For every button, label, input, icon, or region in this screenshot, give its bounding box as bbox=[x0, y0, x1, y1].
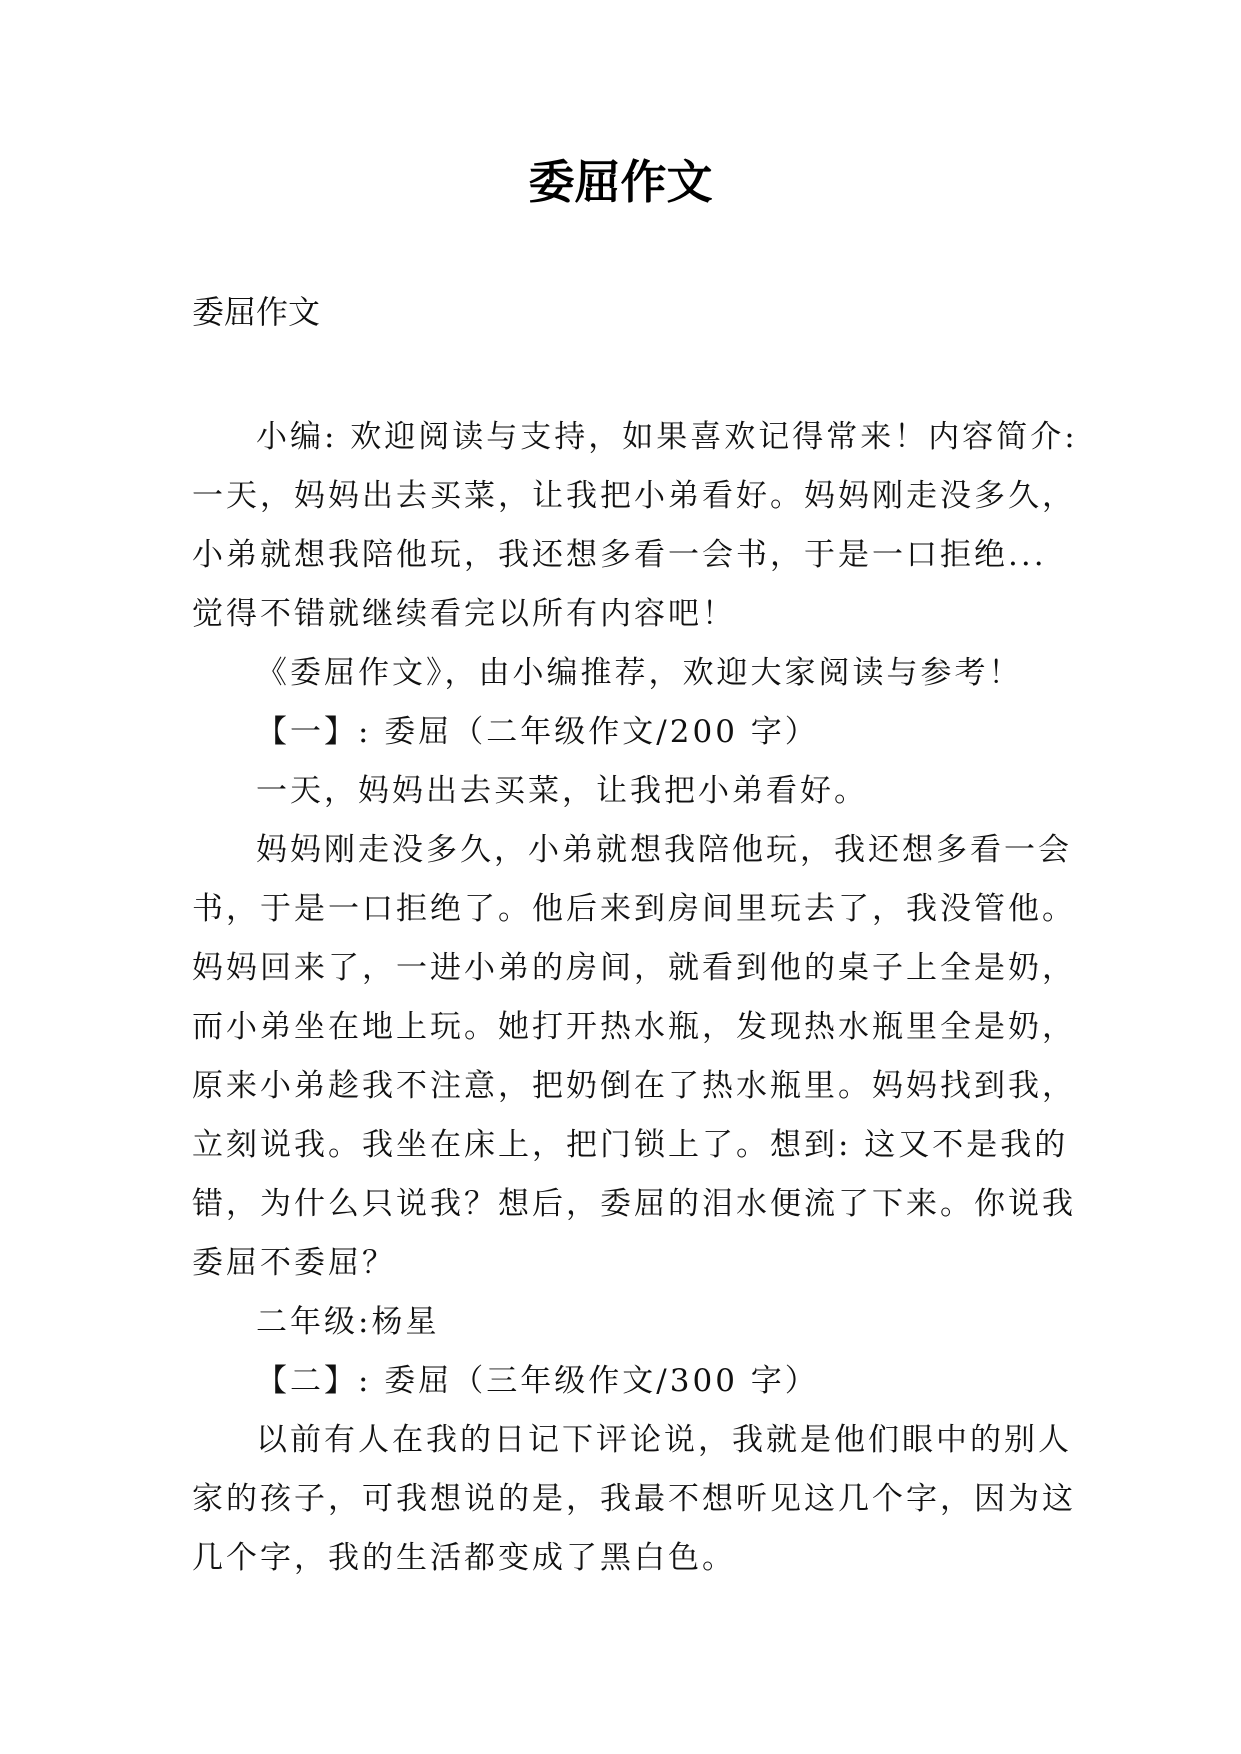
intro-paragraph: 小编: 欢迎阅读与支持，如果喜欢记得常来！内容简介: 一天，妈妈出去买菜，让我把小弟看好。妈妈刚走没多久，小弟就想我陪他玩，我还想多看一会书，于是一口拒绝... 觉得不错就继续看完以所有内容吧！ bbox=[192, 419, 1078, 632]
document-subtitle: 委屈作文 bbox=[192, 293, 321, 331]
document-body bbox=[192, 408, 1082, 1588]
section-heading-2: 【二】: 委屈（三年级作文/300 字） bbox=[256, 1363, 819, 1399]
section-heading-1: 【一】: 委屈（二年级作文/200 字） bbox=[256, 714, 819, 750]
story-1-paragraph-2: 妈妈刚走没多久，小弟就想我陪他玩，我还想多看一会书，于是一口拒绝了。他后来到房间里玩去了，我没管他。妈妈回来了，一进小弟的房间，就看到他的桌子上全是奶，而小弟坐在地上玩。她打开热水瓶，发现热水瓶里全是奶，原来小弟趁我不注意，把奶倒在了热水瓶里。妈妈找到我，立刻说我。我坐在床上，把门锁上了。想到: 这又不是我的错，为什么只说我？想后，委屈的泪水便流了下来。你说我委屈不委屈？ bbox=[192, 832, 1076, 1281]
story-1-author: 二年级:杨星 bbox=[256, 1304, 440, 1340]
recommend-paragraph: 《委屈作文》，由小编推荐，欢迎大家阅读与参考！ bbox=[256, 655, 1023, 691]
story-2-paragraph-1: 以前有人在我的日记下评论说，我就是他们眼中的别人家的孩子，可我想说的是，我最不想听见这几个字，因为这几个字，我的生活都变成了黑白色。 bbox=[192, 1422, 1076, 1576]
story-1-paragraph-1: 一天，妈妈出去买菜，让我把小弟看好。 bbox=[256, 773, 868, 809]
document-title: 委屈作文 bbox=[528, 155, 713, 209]
